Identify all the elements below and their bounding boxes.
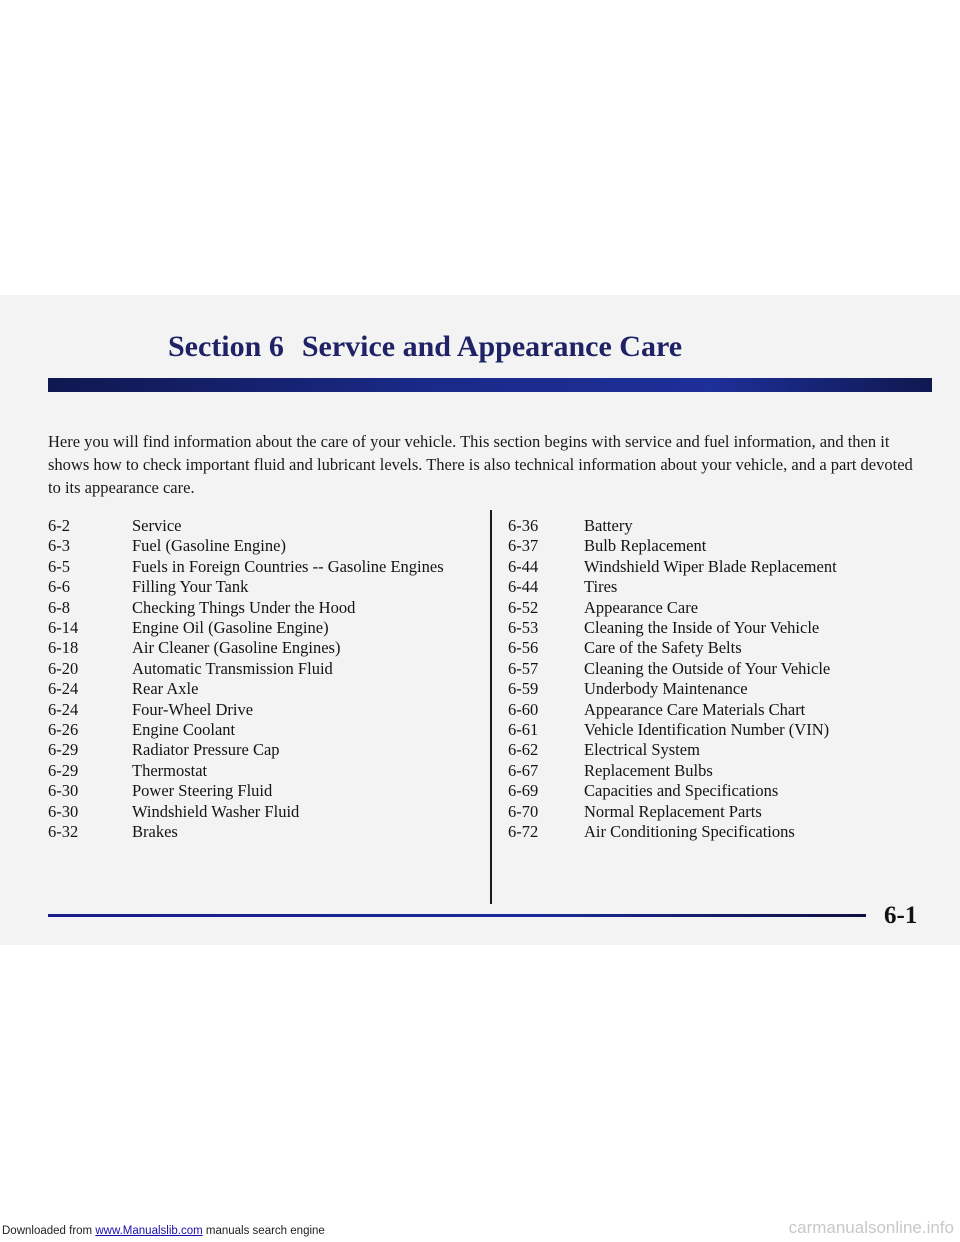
- toc-page-number: 6-61: [508, 720, 539, 740]
- toc-entry: [508, 700, 928, 720]
- toc-entry-label: Automatic Transmission Fluid: [132, 658, 333, 678]
- toc-entry: [48, 557, 448, 577]
- toc-page-number: 6-30: [48, 781, 79, 801]
- toc-entry-label: Care of the Safety Belts: [584, 638, 742, 658]
- toc-entry-label: Engine Coolant: [132, 720, 236, 740]
- toc-entry-label: Appearance Care Materials Chart: [584, 699, 806, 719]
- toc-entry: [508, 781, 928, 801]
- toc-entry-label: Replacement Bulbs: [584, 760, 713, 780]
- toc-entry-label: Air Cleaner (Gasoline Engines): [132, 638, 341, 658]
- toc-page-number: 6-30: [48, 801, 79, 821]
- toc-entry: [48, 822, 448, 842]
- toc-page-number: 6-29: [48, 760, 79, 780]
- intro-paragraph: Here you will find information about the care of your vehicle. This section begins with service and fuel information, and then it shows how to check important fluid and lubricant levels. There is also technical information about your vehicle, and a part devoted to its appearance care.: [48, 432, 913, 497]
- toc-page-number: 6-69: [508, 781, 539, 801]
- toc-entry-label: Air Conditioning Specifications: [584, 822, 795, 842]
- toc-entry-label: Windshield Washer Fluid: [132, 801, 300, 821]
- toc-page-number: 6-20: [48, 658, 79, 678]
- toc-entry: [48, 536, 448, 556]
- toc-entry: [48, 700, 448, 720]
- toc-entry-label: Radiator Pressure Cap: [132, 740, 280, 760]
- toc-page-number: 6-57: [508, 658, 539, 678]
- toc-page-number: 6-8: [48, 597, 70, 617]
- toc-entry-label: Thermostat: [132, 760, 208, 780]
- toc-entry: [48, 638, 448, 658]
- toc-entry-label: Capacities and Specifications: [584, 781, 779, 801]
- title-band: [48, 378, 932, 392]
- toc-entry: [48, 802, 448, 822]
- toc-entry: [508, 822, 928, 842]
- toc-entry-label: Bulb Replacement: [584, 536, 707, 556]
- toc-page-number: 6-67: [508, 760, 539, 780]
- toc-entry-label: Engine Oil (Gasoline Engine): [132, 618, 329, 638]
- toc-page-number: 6-3: [48, 536, 70, 556]
- download-note: [2, 1225, 325, 1237]
- toc-entry: [48, 659, 448, 679]
- toc-entry: [508, 679, 928, 699]
- toc-entry: [48, 577, 448, 597]
- toc-entry-label: Brakes: [132, 822, 178, 842]
- toc-entry-label: Battery: [584, 516, 633, 535]
- toc-entry: [48, 761, 448, 781]
- toc-right-column: [508, 516, 928, 843]
- toc-page-number: 6-36: [508, 516, 539, 535]
- toc-page-number: 6-18: [48, 638, 79, 658]
- toc-page-number: 6-5: [48, 556, 70, 576]
- toc-entry: [508, 638, 928, 658]
- toc-entry-label: Cleaning the Inside of Your Vehicle: [584, 618, 820, 638]
- toc-entry-label: Power Steering Fluid: [132, 781, 273, 801]
- toc-entry-label: Fuel (Gasoline Engine): [132, 536, 286, 556]
- toc-entry-label: Service: [132, 516, 182, 535]
- toc-entry-label: Electrical System: [584, 740, 700, 760]
- toc-entry-label: Tires: [584, 577, 618, 597]
- toc-entry-label: Filling Your Tank: [132, 577, 249, 597]
- toc-entry: [48, 781, 448, 801]
- toc-entry: [48, 740, 448, 760]
- toc-page-number: 6-29: [48, 740, 79, 760]
- toc-entry: [48, 618, 448, 638]
- toc-entry: [508, 720, 928, 740]
- toc-page-number: 6-56: [508, 638, 539, 658]
- toc-page-number: 6-24: [48, 679, 79, 699]
- toc-page-number: 6-44: [508, 577, 539, 597]
- page-number: 6-1: [884, 902, 918, 929]
- toc-entry: [508, 761, 928, 781]
- toc-entry: [48, 720, 448, 740]
- toc-entry: [508, 659, 928, 679]
- page-title: [168, 330, 682, 364]
- toc-entry-label: Rear Axle: [132, 679, 199, 699]
- toc-page-number: 6-6: [48, 577, 70, 597]
- toc-page-number: 6-72: [508, 822, 539, 842]
- section-number: Section 6: [168, 330, 284, 363]
- toc-entry: [508, 577, 928, 597]
- toc-entry-label: Windshield Wiper Blade Replacement: [584, 556, 837, 576]
- toc-page-number: 6-60: [508, 699, 539, 719]
- toc-entry-label: Underbody Maintenance: [584, 679, 748, 699]
- toc-entry-label: Cleaning the Outside of Your Vehicle: [584, 658, 831, 678]
- toc-entry: [508, 740, 928, 760]
- toc-page-number: 6-14: [48, 618, 79, 638]
- toc-entry: [48, 598, 448, 618]
- toc-page-number: 6-62: [508, 740, 539, 760]
- toc-entry-label: Normal Replacement Parts: [584, 801, 762, 821]
- download-prefix: Downloaded from: [2, 1225, 96, 1237]
- toc-page-number: 6-59: [508, 679, 539, 699]
- toc-entry-label: Fuels in Foreign Countries -- Gasoline Engines: [132, 556, 444, 576]
- manualslib-link[interactable]: www.Manualslib.com: [95, 1225, 203, 1237]
- footer-rule: [48, 914, 866, 917]
- toc-page-number: 6-70: [508, 801, 539, 821]
- download-suffix: manuals search engine: [202, 1225, 325, 1237]
- toc-page-number: 6-26: [48, 720, 79, 740]
- toc-page-number: 6-44: [508, 556, 539, 576]
- toc-entry-label: Appearance Care: [584, 597, 699, 617]
- toc-entry: [508, 618, 928, 638]
- toc-left-column: [48, 516, 448, 843]
- toc-page-number: 6-32: [48, 822, 79, 842]
- toc-page-number: 6-37: [508, 536, 539, 556]
- toc-page-number: 6-2: [48, 516, 70, 535]
- toc-entry: [48, 516, 448, 536]
- watermark: carmanualsonline.info: [788, 1218, 954, 1237]
- toc-page-number: 6-52: [508, 597, 539, 617]
- toc-entry: [48, 679, 448, 699]
- section-title: Service and Appearance Care: [301, 330, 683, 363]
- toc-entry: [508, 557, 928, 577]
- toc-entry: [508, 536, 928, 556]
- toc-page-number: 6-24: [48, 699, 79, 719]
- column-divider: [490, 510, 492, 904]
- toc-entry-label: Checking Things Under the Hood: [132, 597, 356, 617]
- toc-entry-label: Four-Wheel Drive: [132, 699, 254, 719]
- toc-page-number: 6-53: [508, 618, 539, 638]
- toc-entry-label: Vehicle Identification Number (VIN): [584, 720, 830, 740]
- toc-entry: [508, 598, 928, 618]
- toc-entry: [508, 516, 928, 536]
- toc-entry: [508, 802, 928, 822]
